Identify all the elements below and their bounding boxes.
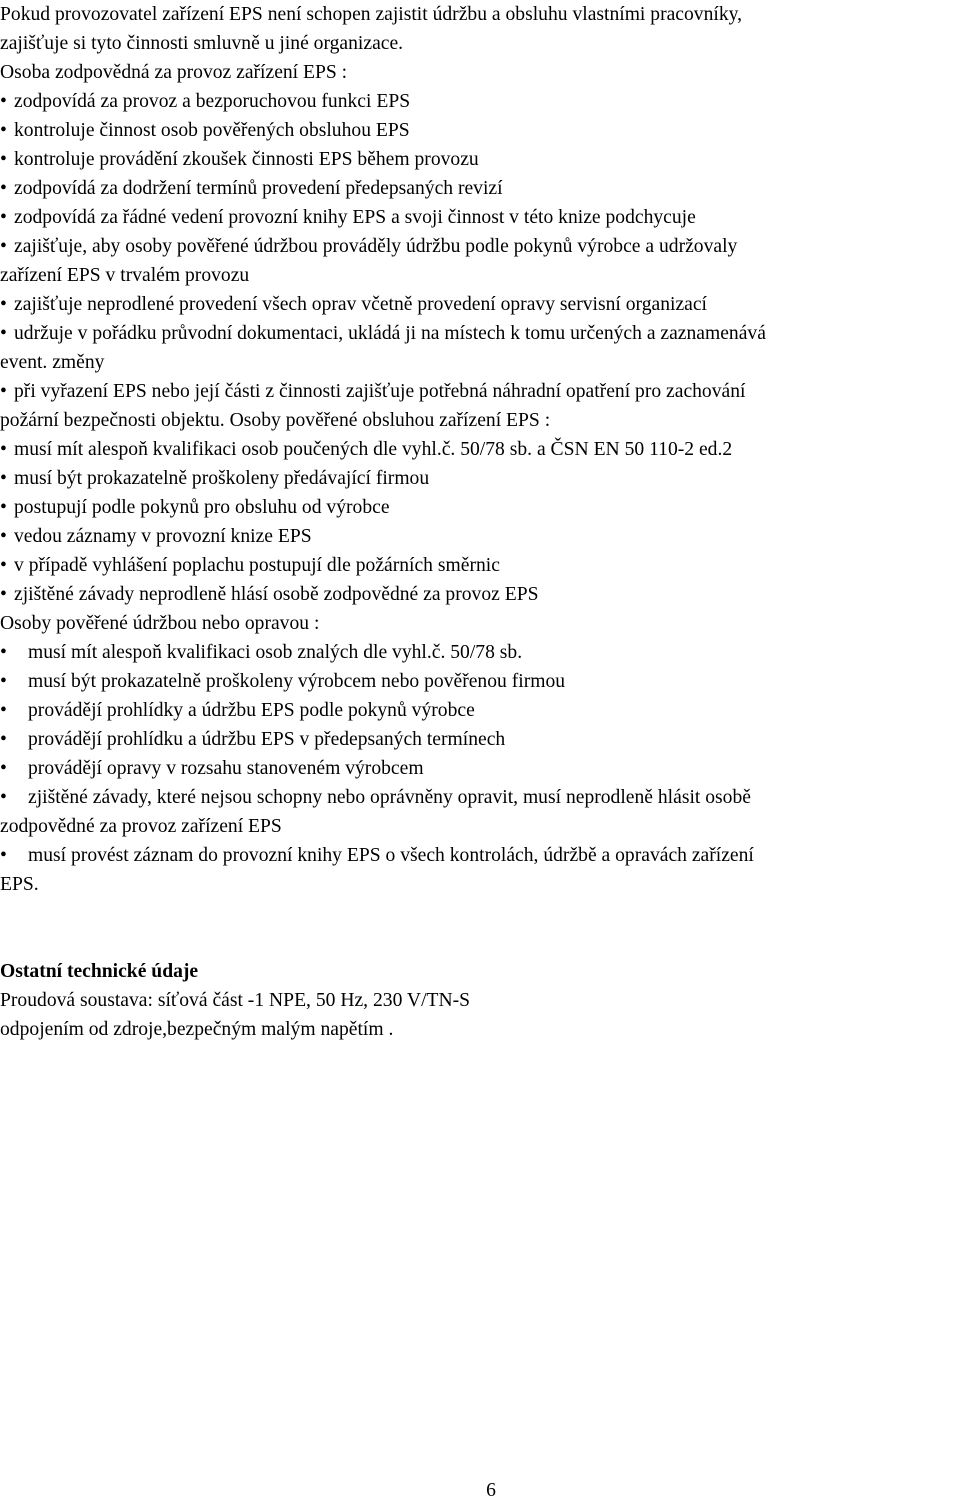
maintenance-item-2: • musí být prokazatelně proškoleny výrobcem nebo pověřenou firmou: [0, 667, 958, 696]
section-spacer: [0, 899, 958, 957]
maintenance-item-5: • provádějí opravy v rozsahu stanoveném výrobcem: [0, 754, 958, 783]
maintenance-item-7: • musí provést záznam do provozní knihy EPS o všech kontrolách, údržbě a opravách zařízení: [0, 841, 958, 870]
maintenance-staff-section: [0, 609, 958, 899]
operator-item-6-continuation: zařízení EPS v trvalém provozu: [0, 265, 250, 286]
operator-item-6: • zajišťuje, aby osoby pověřené údržbou prováděly údržbu podle pokynů výrobce a udržovaly: [0, 232, 958, 261]
operator-item-1: • zodpovídá za provoz a bezporuchovou funkci EPS: [0, 87, 958, 116]
intro-line-1: Pokud provozovatel zařízení EPS není schopen zajistit údržbu a obsluhu vlastními pracovníky,: [0, 4, 743, 25]
operator-item-4: • zodpovídá za dodržení termínů provedení předepsaných revizí: [0, 174, 958, 203]
operator-item-3: • kontroluje provádění zkoušek činnosti EPS během provozu: [0, 145, 958, 174]
service-item-6: • zjištěné závady neprodleně hlásí osobě zodpovědné za provoz EPS: [0, 580, 958, 609]
maintenance-item-4: • provádějí prohlídku a údržbu EPS v předepsaných termínech: [0, 725, 958, 754]
service-item-2: • musí být prokazatelně proškoleny předávající firmou: [0, 464, 958, 493]
maintenance-item-7-continuation: EPS.: [0, 874, 39, 895]
operator-item-8: • udržuje v pořádku průvodní dokumentaci, ukládá ji na místech k tomu určených a zaznamenává: [0, 319, 958, 348]
maintenance-heading: Osoby pověřené údržbou nebo opravou :: [0, 613, 320, 634]
service-item-4: • vedou záznamy v provozní knize EPS: [0, 522, 958, 551]
operator-item-9: • při vyřazení EPS nebo její části z činnosti zajišťuje potřebná náhradní opatření pro zachování: [0, 377, 958, 406]
technical-line-2: odpojením od zdroje,bezpečným malým napětím .: [0, 1019, 394, 1040]
operator-section: [0, 58, 958, 435]
service-staff-heading: Osoby pověřené obsluhou zařízení EPS :: [229, 410, 551, 431]
operator-heading: Osoba zodpovědná za provoz zařízení EPS :: [0, 62, 348, 83]
operator-item-8-continuation: event. změny: [0, 352, 105, 373]
service-staff-section: [0, 435, 958, 609]
page-number: 6: [486, 1480, 496, 1501]
technical-heading: Ostatní technické údaje: [0, 961, 199, 982]
intro-line-2: zajišťuje si tyto činnosti smluvně u jiné organizace.: [0, 33, 404, 54]
operator-item-5: • zodpovídá za řádné vedení provozní knihy EPS a svoji činnost v této knize podchycuje: [0, 203, 958, 232]
operator-item-2: • kontroluje činnost osob pověřených obsluhou EPS: [0, 116, 958, 145]
maintenance-item-6: • zjištěné závady, které nejsou schopny nebo oprávněny opravit, musí neprodleně hlásit osobě: [0, 783, 958, 812]
operator-item-9-continuation-text: požární bezpečnosti objektu.: [0, 410, 225, 431]
maintenance-item-1: • musí mít alespoň kvalifikaci osob znalých dle vyhl.č. 50/78 sb.: [0, 638, 958, 667]
maintenance-item-6-continuation: zodpovědné za provoz zařízení EPS: [0, 816, 282, 837]
operator-item-9-continuation: [0, 406, 958, 435]
operator-item-7: • zajišťuje neprodlené provedení všech oprav včetně provedení opravy servisní organizací: [0, 290, 958, 319]
maintenance-item-3: • provádějí prohlídky a údržbu EPS podle pokynů výrobce: [0, 696, 958, 725]
technical-line-1: Proudová soustava: síťová část -1 NPE, 50 Hz, 230 V/TN-S: [0, 990, 471, 1011]
service-item-1: • musí mít alespoň kvalifikaci osob poučených dle vyhl.č. 50/78 sb. a ČSN EN 50 110-2 ed.2: [0, 435, 958, 464]
service-item-3: • postupují podle pokynů pro obsluhu od výrobce: [0, 493, 958, 522]
technical-section: [0, 957, 958, 1044]
service-item-5: • v případě vyhlášení poplachu postupují dle požárních směrnic: [0, 551, 958, 580]
